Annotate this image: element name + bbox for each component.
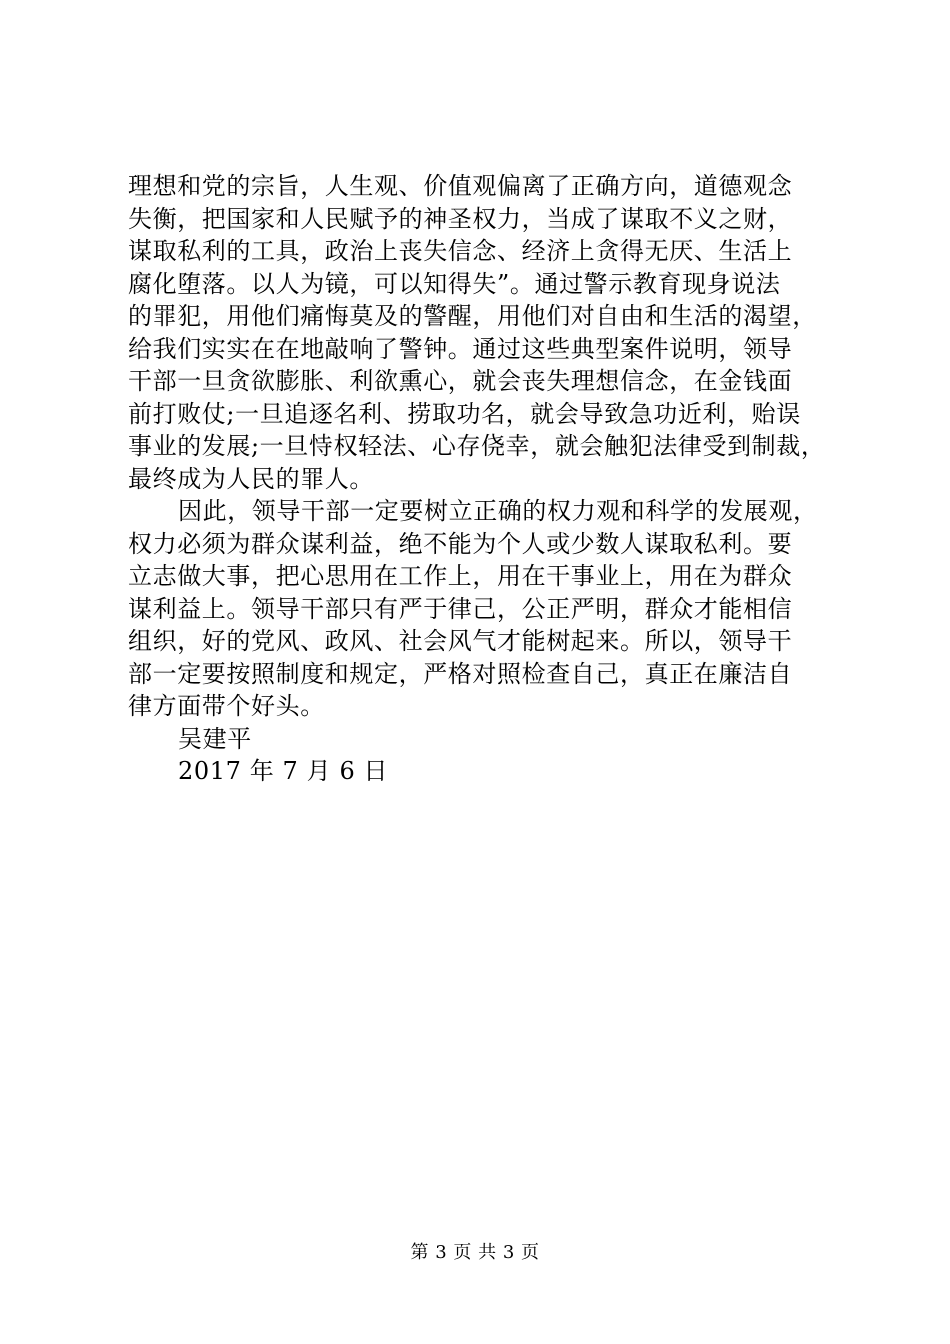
- paragraph-1: [128, 170, 828, 495]
- text-line: 事业的发展;一旦恃权轻法、心存侥幸，就会触犯法律受到制裁，: [128, 432, 826, 460]
- text-line: 部一定要按照制度和规定，严格对照检查自己，真正在廉洁自: [128, 659, 793, 688]
- text-line: 谋取私利的工具，政治上丧失信念、经济上贪得无厌、生活上: [128, 237, 793, 265]
- text-line: 立志做大事，把心思用在工作上，用在干事业上，用在为群众: [128, 562, 793, 590]
- document-body: [128, 170, 828, 788]
- text-line: 因此，领导干部一定要树立正确的权力观和科学的发展观，: [178, 497, 818, 525]
- text-line: 腐化堕落。以人为镜，可以知得失”。通过警示教育现身说法: [128, 269, 781, 298]
- page-footer: 第 3 页 共 3 页: [410, 1242, 540, 1263]
- signature-date: 2017 年 7 月 6 日: [178, 757, 389, 785]
- text-line: 谋利益上。领导干部只有严于律己，公正严明，群众才能相信: [128, 594, 793, 623]
- text-line: 律方面带个好头。: [128, 692, 325, 720]
- signature-name: 吴建平: [178, 724, 252, 753]
- text-line: 最终成为人民的罪人。: [128, 464, 374, 493]
- text-line: 权力必须为群众谋利益，绝不能为个人或少数人谋取私利。要: [128, 529, 793, 558]
- text-line: 组织，好的党风、政风、社会风气才能树起来。所以，领导干: [128, 627, 793, 655]
- text-line: 前打败仗;一旦追逐名利、捞取功名，就会导致急功近利，贻误: [128, 399, 801, 428]
- text-line: 给我们实实在在地敲响了警钟。通过这些典型案件说明，领导: [128, 334, 793, 363]
- text-line: 的罪犯，用他们痛悔莫及的警醒，用他们对自由和生活的渴望，: [128, 302, 817, 330]
- text-line: 干部一旦贪欲膨胀、利欲熏心，就会丧失理想信念，在金钱面: [128, 367, 793, 395]
- text-line: 理想和党的宗旨，人生观、价值观偏离了正确方向，道德观念: [128, 172, 793, 200]
- text-line: 失衡，把国家和人民赋予的神圣权力，当成了谋取不义之财，: [128, 204, 793, 233]
- paragraph-2: [128, 495, 828, 723]
